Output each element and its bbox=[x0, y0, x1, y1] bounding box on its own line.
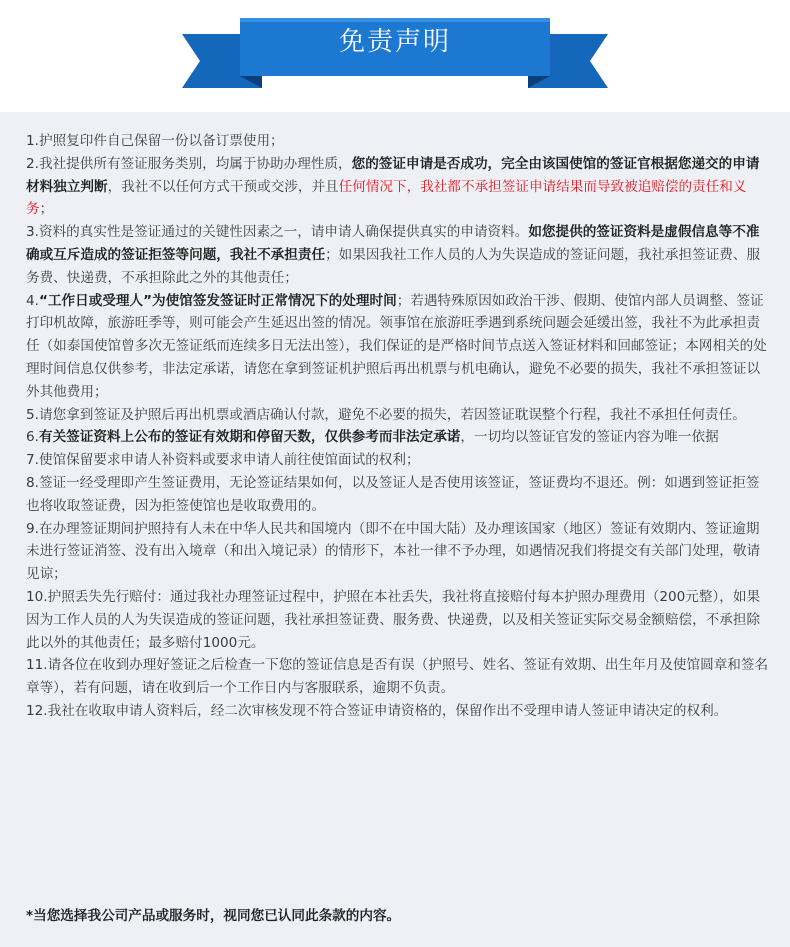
clause-9: 9.在办理签证期间护照持有人未在中华人民共和国境内（即不在中国大陆）及办理该国家（地区）签证有效期内、签证逾期未进行签证消签、没有出入境章（和出入境记录）的情形下，本社一律不予办理，如遇情况我们将提交有关部门处理，敬请见谅； bbox=[26, 520, 761, 583]
clause-8: 8.签证一经受理即产生签证费用，无论签证结果如何，以及签证人是否使用该签证，签证费均不退还。例：如遇到签证拒签也将收取签证费，因为拒签使馆也是收取费用的。 bbox=[26, 474, 760, 514]
disclaimer-content bbox=[0, 112, 790, 947]
clause-11: 11.请各位在收到办理好签证之后检查一下您的签证信息是否有误（护照号、姓名、签证有效期、出生年月及使馆圆章和签名章等），若有问题，请在收到后一个工作日内与客服联系，逾期不负责。 bbox=[26, 657, 769, 697]
clause-4 bbox=[26, 290, 770, 404]
footer-note: *当您选择我公司产品或服务时，视同您已认同此条款的内容。 bbox=[26, 908, 401, 924]
clause-6-bold: 有关签证资料上公布的签证有效期和停留天数，仅供参考而非法定承诺 bbox=[38, 429, 461, 446]
clause-6-text: ，一切均以签证官发的签证内容为唯一依据 bbox=[460, 429, 719, 446]
clause-10: 10.护照丢失先行赔付：通过我社办理签证过程中，护照在本社丢失，我社将直接赔付每本护照办理费用（200元整），如果因为工作人员的人为失误造成的签证问题，我社承担签证费、服务费、快递费，以及相关签证实际交易金额赔偿，不承担除此以外的其他责任；最多赔付1000元。 bbox=[26, 588, 761, 651]
clause-4-bold: “工作日或受理人”为使馆签发签证时正常情况下的处理时间 bbox=[38, 292, 397, 309]
clause-1: 1.护照复印件自己保留一份以备订票使用； bbox=[26, 133, 284, 149]
clause-4-number: 4. bbox=[26, 292, 39, 309]
clause-2-end: ； bbox=[39, 201, 54, 218]
header bbox=[0, 0, 790, 112]
clause-3-text-2: ；如果因我社工作人员的人为失误造成的签证问题，我社承担签证费、服务费、快递费，不承担除此之外的其他责任； bbox=[26, 246, 761, 286]
clause-2-warning: 任何情况下，我社都不承担签证申请结果而导致被追赔偿的责任和义务 bbox=[26, 178, 747, 218]
clause-12: 12.我社在收取申请人资料后，经二次审核发现不符合签证申请资格的，保留作出不受理申请人签证申请决定的权利。 bbox=[26, 702, 728, 719]
clause-3-text: 3.资料的真实性是签证通过的关键性因素之一，请申请人确保提供真实的申请资料。 bbox=[26, 224, 529, 241]
page-title: 免责声明 bbox=[338, 27, 451, 57]
clause-3 bbox=[26, 221, 770, 289]
clause-2-text-2: ，我社不以任何方式干预或交涉，并且 bbox=[107, 178, 339, 195]
clause-4-text: ；若遇特殊原因如政治干涉、假期、使馆内部人员调整、签证打印机故障，旅游旺季等，则可能会产生延迟出签的情况。领事馆在旅游旺季遇到系统问题会延缓出签，我社不为此承担责任（如泰国使馆曾多次无签证纸而连续多日无法出签），我们保证的是严格时间节点送入签证材料和回邮签证；本网相关的处理时间信息仅供参考，非法定承诺，请您在拿到签证机护照后再出机票与机电确认，避免不必要的损失，我社不承担签证以外其他费用； bbox=[26, 292, 767, 400]
clause-2-text: 2.我社提供所有签证服务类别，均属于协助办理性质， bbox=[26, 155, 352, 172]
clause-6 bbox=[26, 426, 770, 449]
clause-7: 7.使馆保留要求申请人补资料或要求申请人前往使馆面试的权利； bbox=[26, 452, 420, 469]
clause-3-bold: 如您提供的签证资料是虚假信息等不准确或互斥造成的签证拒签等问题，我社不承担责任 bbox=[26, 224, 760, 263]
clause-5: 5.请您拿到签证及护照后再出机票或酒店确认付款，避免不必要的损失，若因签证耽误整个行程，我社不承担任何责任。 bbox=[26, 406, 746, 423]
clause-6-number: 6. bbox=[26, 429, 39, 446]
clause-2 bbox=[26, 153, 770, 221]
clause-2-bold: 您的签证申请是否成功，完全由该国使馆的签证官根据您递交的申请材料独立判断 bbox=[26, 155, 760, 195]
clause-list bbox=[26, 130, 770, 723]
